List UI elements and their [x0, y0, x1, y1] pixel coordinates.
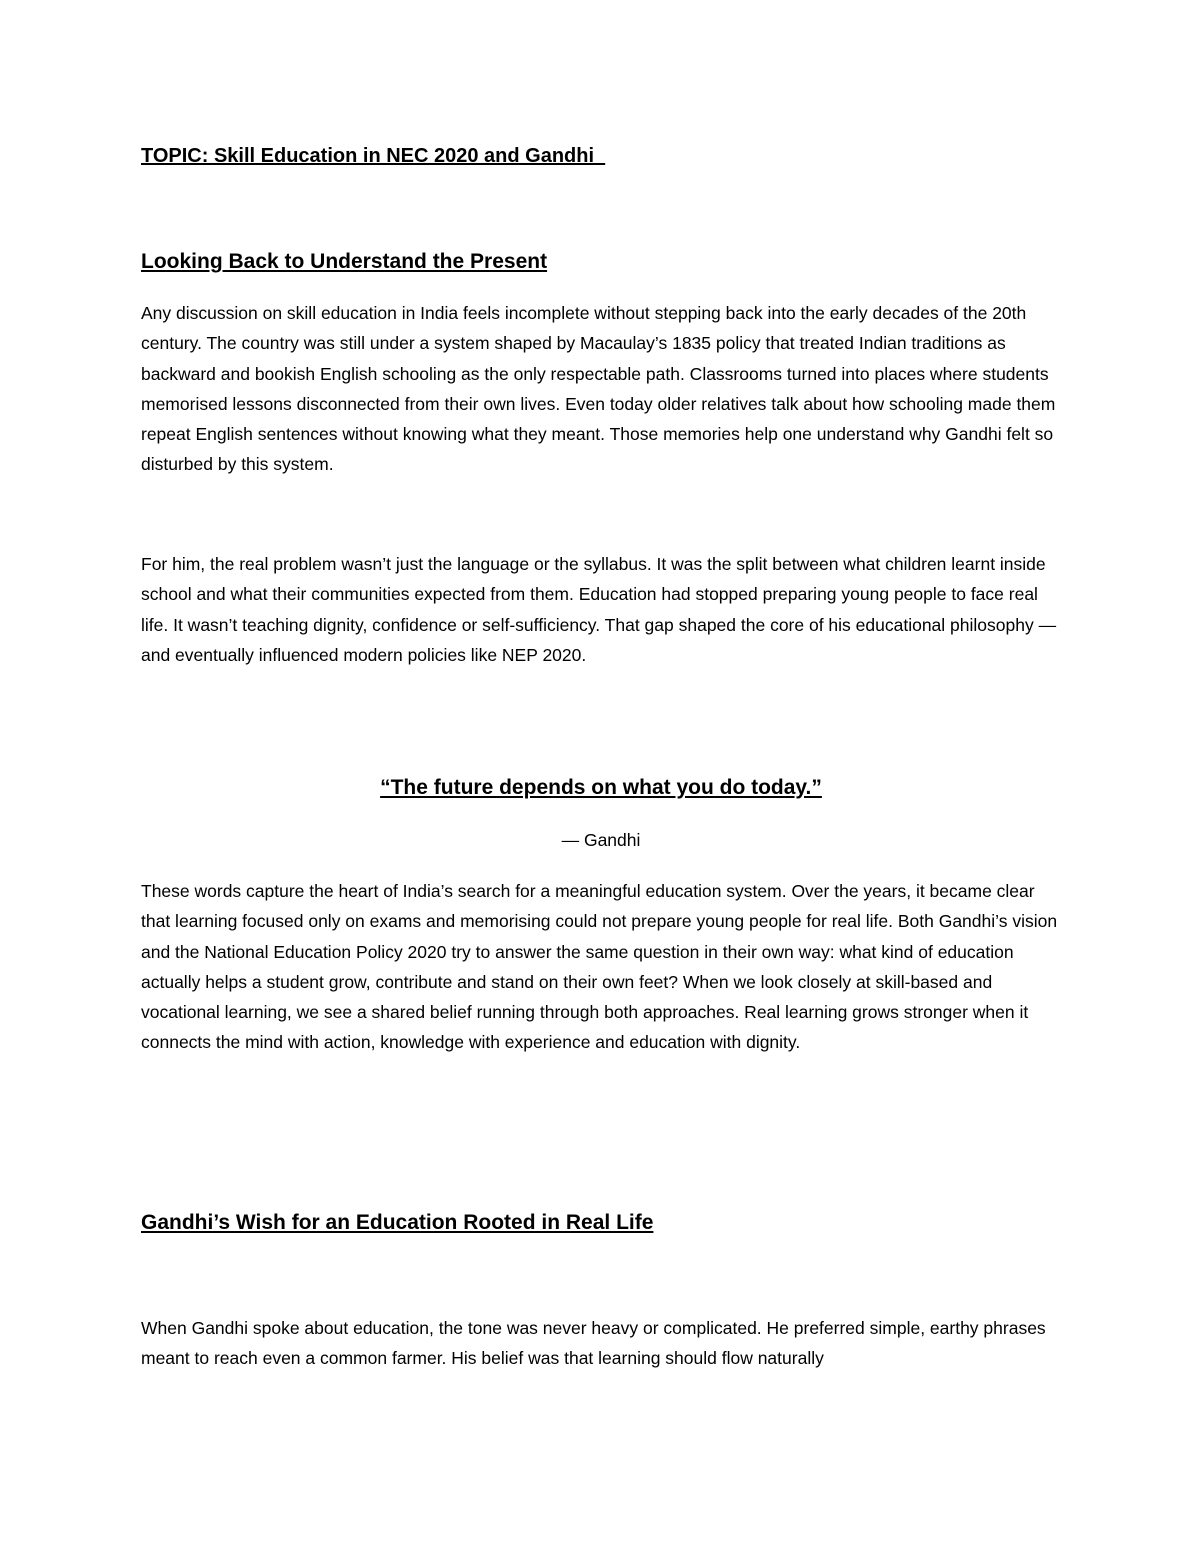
- section-heading-gandhi-wish: Gandhi’s Wish for an Education Rooted in Real Life: [141, 1211, 654, 1234]
- section-heading-looking-back: Looking Back to Understand the Present: [141, 250, 548, 273]
- paragraph-gandhi-problem: For him, the real problem wasn’t just the language or the syllabus. It was the split between what children learnt inside school and what their communities expected from them. Education had stopped preparing young people to face real life. It wasn’t teaching dignity, confidence or self-sufficiency. That gap shaped the core of his educational philosophy — and eventually influenced modern policies like NEP 2020.: [141, 554, 1057, 665]
- gandhi-quote: “The future depends on what you do today.”: [380, 776, 822, 799]
- paragraph-quote-reflection: These words capture the heart of India’s search for a meaningful education system. Over the years, it became clear that learning focused only on exams and memorising could not prepare young people for real life. Both Gandhi’s vision and the National Education Policy 2020 try to answer the same question in their own way: what kind of education actually helps a student grow, contribute and stand on their own feet? When we look closely at skill-based and vocational learning, we see a shared belief running through both approaches. Real learning grows stronger when it connects the mind with action, knowledge with experience and education with dignity.: [141, 881, 1058, 1053]
- paragraph-gandhi-speech: When Gandhi spoke about education, the tone was never heavy or complicated. He preferred simple, earthy phrases meant to reach even a common farmer. His belief was that learning should flow naturally: [141, 1318, 1046, 1369]
- document-topic: TOPIC: Skill Education in NEC 2020 and Gandhi: [141, 145, 606, 167]
- quote-attribution: — Gandhi: [561, 830, 641, 850]
- paragraph-historical-context: Any discussion on skill education in India feels incomplete without stepping back into the early decades of the 20th century. The country was still under a system shaped by Macaulay’s 1835 policy that treated Indian traditions as backward and bookish English schooling as the only respectable path. Classrooms turned into places where students memorised lessons disconnected from their own lives. Even today older relatives talk about how schooling made them repeat English sentences without knowing what they meant. Those memories help one understand why Gandhi felt so disturbed by this system.: [141, 303, 1056, 475]
